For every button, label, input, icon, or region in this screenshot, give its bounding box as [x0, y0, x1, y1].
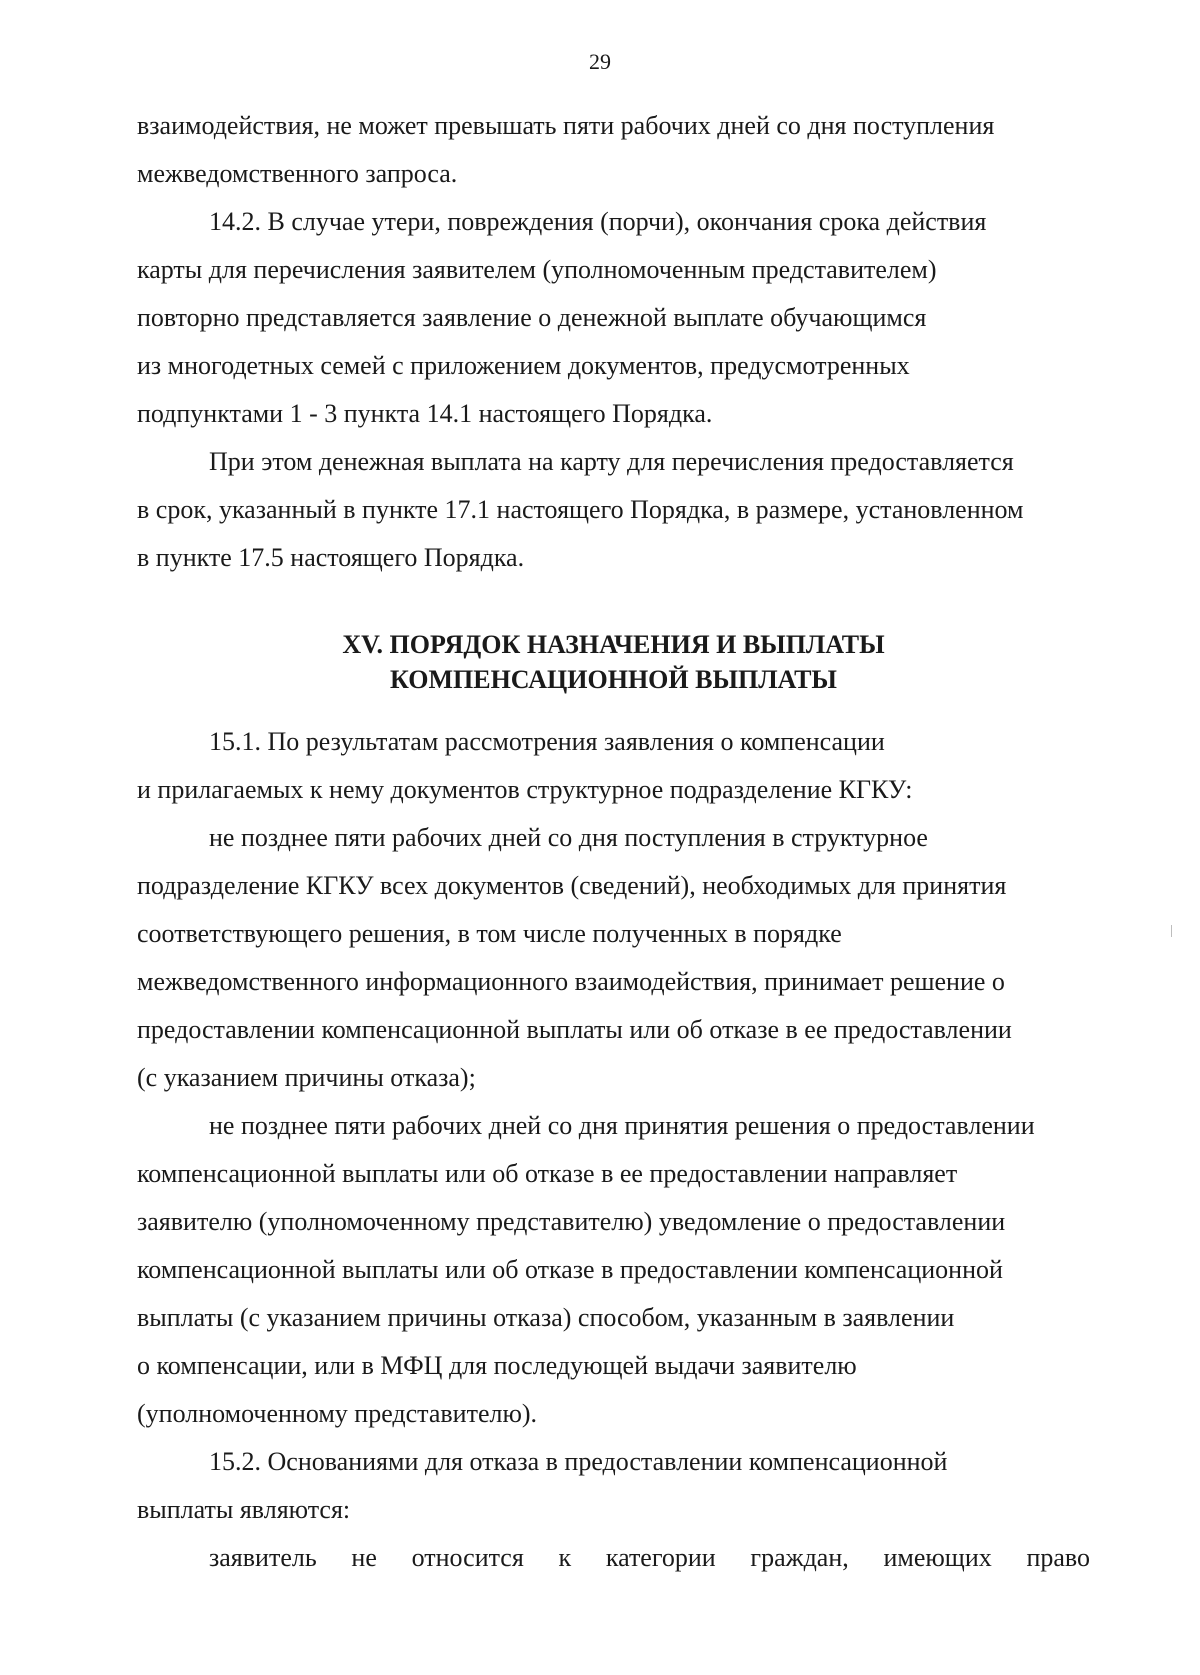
line: выплаты (с указанием причины отказа) способом, указанным в заявлении — [137, 1303, 955, 1332]
paragraph-payment — [137, 438, 1090, 582]
line: 14.2. В случае утери, повреждения (порчи), окончания срока действия — [209, 207, 987, 236]
line: карты для перечисления заявителем (уполномоченным представителем) — [137, 255, 937, 284]
line: выплаты являются: — [137, 1495, 351, 1524]
paragraph-15-2 — [137, 1438, 1090, 1534]
line: межведомственного запроса. — [137, 159, 458, 188]
section-heading-line-2: КОМПЕНСАЦИОННОЙ ВЫПЛАТЫ — [390, 665, 837, 694]
line: (с указанием причины отказа); — [137, 1063, 476, 1092]
line: в срок, указанный в пункте 17.1 настоящего Порядка, в размере, установленном — [137, 495, 1024, 524]
line: соответствующего решения, в том числе полученных в порядке — [137, 919, 842, 948]
body-text-block-top — [137, 102, 1090, 582]
paragraph-14-2 — [137, 198, 1090, 438]
line: предоставлении компенсационной выплаты или об отказе в ее предоставлении — [137, 1015, 1012, 1044]
line: из многодетных семей с приложением документов, предусмотренных — [137, 351, 910, 380]
paragraph-continuation — [137, 102, 1090, 198]
line: При этом денежная выплата на карту для перечисления предоставляется — [209, 447, 1014, 476]
section-heading-line-1: XV. ПОРЯДОК НАЗНАЧЕНИЯ И ВЫПЛАТЫ — [342, 630, 885, 659]
line: компенсационной выплаты или об отказе в предоставлении компенсационной — [137, 1255, 1003, 1284]
body-text-block-bottom — [137, 718, 1090, 1582]
paragraph-15-1 — [137, 718, 1090, 814]
page-number: 29 — [589, 49, 611, 74]
line: заявитель не относится к категории граждан, имеющих право — [209, 1543, 1090, 1572]
paragraph-notice — [137, 1102, 1090, 1438]
line: 15.2. Основаниями для отказа в предоставлении компенсационной — [209, 1447, 948, 1476]
line: в пункте 17.5 настоящего Порядка. — [137, 543, 525, 572]
line: взаимодействия, не может превышать пяти рабочих дней со дня поступления — [137, 111, 995, 140]
line: компенсационной выплаты или об отказе в ее предоставлении направляет — [137, 1159, 958, 1188]
line: подразделение КГКУ всех документов (сведений), необходимых для принятия — [137, 871, 1007, 900]
paragraph-grounds — [137, 1534, 1090, 1582]
line: о компенсации, или в МФЦ для последующей выдачи заявителю — [137, 1351, 857, 1380]
line: заявителю (уполномоченному представителю) уведомление о предоставлении — [137, 1207, 1006, 1236]
line: не позднее пяти рабочих дней со дня поступления в структурное — [209, 823, 928, 852]
paragraph-decision — [137, 814, 1090, 1102]
line: подпунктами 1 - 3 пункта 14.1 настоящего Порядка. — [137, 399, 713, 428]
scan-mark — [1171, 925, 1172, 937]
line: повторно представляется заявление о денежной выплате обучающимся — [137, 303, 927, 332]
line: и прилагаемых к нему документов структурное подразделение КГКУ: — [137, 775, 913, 804]
line: не позднее пяти рабочих дней со дня принятия решения о предоставлении — [209, 1111, 1035, 1140]
line: межведомственного информационного взаимодействия, принимает решение о — [137, 967, 1005, 996]
line: (уполномоченному представителю). — [137, 1399, 538, 1428]
section-heading — [137, 627, 1090, 697]
line: 15.1. По результатам рассмотрения заявления о компенсации — [209, 727, 885, 756]
